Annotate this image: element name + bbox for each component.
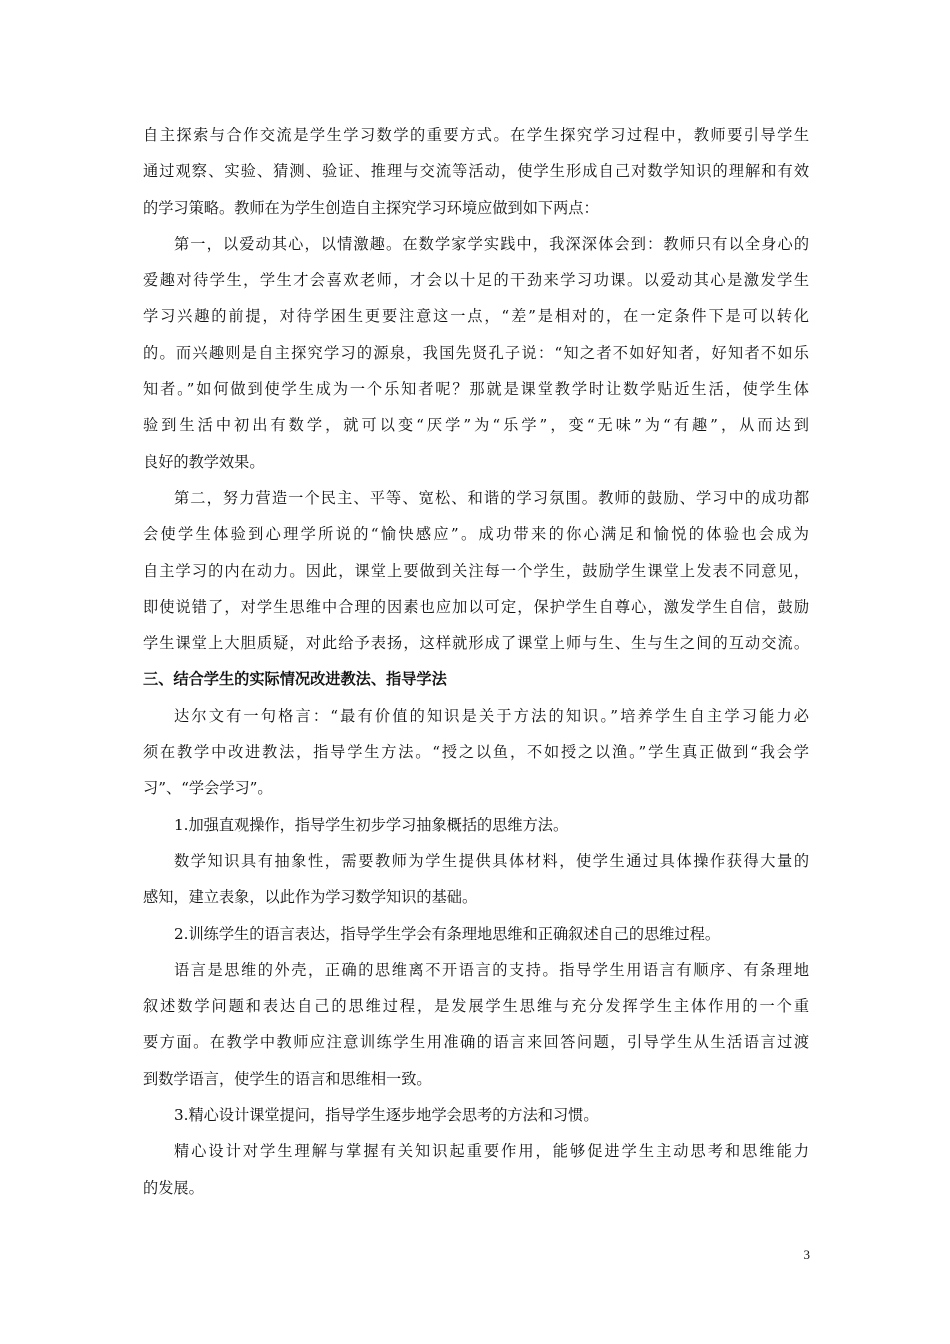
body-line: 精心设计对学生理解与掌握有关知识起重要作用，能够促进学生主动思考和思维能力 [174, 1142, 809, 1161]
body-line: 叙述数学问题和表达自己的思维过程，是发展学生思维与充分发挥学生主体作用的一个重 [143, 997, 809, 1016]
body-line: 会使学生体验到心理学所说的“愉快感应”。成功带来的你心满足和愉悦的体验也会成为 [143, 525, 809, 544]
document-body [143, 117, 809, 1206]
body-line: 自主学习的内在动力。因此，课堂上要做到关注每一个学生，鼓励学生课堂上发表不同意见， [143, 561, 809, 580]
body-line: 语言是思维的外壳，正确的思维离不开语言的支持。指导学生用语言有顺序、有条理地 [174, 960, 809, 979]
numbered-item: 2.训练学生的语言表达，指导学生学会有条理地思维和正确叙述自己的思维过程。 [174, 924, 721, 943]
body-line: 学习兴趣的前提，对待学困生更要注意这一点，“差”是相对的，在一定条件下是可以转化 [143, 307, 809, 326]
body-line: 良好的教学效果。 [143, 452, 265, 471]
body-line: 学生课堂上大胆质疑，对此给予表扬，这样就形成了课堂上师与生、生与生之间的互动交流。 [143, 634, 809, 653]
body-line: 第一，以爱动其心，以情激趣。在数学家学实践中，我深深体会到：教师只有以全身心的 [174, 234, 809, 253]
section-heading: 三、结合学生的实际情况改进教法、指导学法 [143, 670, 447, 689]
body-line: 知者。”如何做到使学生成为一个乐知者呢？那就是课堂教学时让数学贴近生活，使学生体 [143, 380, 809, 399]
body-line: 达尔文有一句格言：“最有价值的知识是关于方法的知识。”培养学生自主学习能力必 [174, 706, 809, 725]
page-number: 3 [803, 1247, 810, 1262]
body-line: 的发展。 [143, 1178, 204, 1197]
body-line: 通过观察、实验、猜测、验证、推理与交流等活动，使学生形成自己对数学知识的理解和有效 [143, 162, 809, 181]
body-line: 的学习策略。教师在为学生创造自主探究学习环境应做到如下两点： [143, 198, 599, 217]
numbered-item: 3.精心设计课堂提问，指导学生逐步地学会思考的方法和习惯。 [174, 1106, 599, 1125]
body-line: 验到生活中初出有数学，就可以变“厌学”为“乐学”，变“无味”为“有趣”，从而达到 [143, 416, 809, 435]
body-line: 到数学语言，使学生的语言和思维相一致。 [143, 1069, 432, 1088]
body-line: 要方面。在教学中教师应注意训练学生用准确的语言来回答问题，引导学生从生活语言过渡 [143, 1033, 809, 1052]
body-line: 即使说错了，对学生思维中合理的因素也应加以可定，保护学生自尊心，激发学生自信，鼓励 [143, 597, 809, 616]
body-line: 感知，建立表象，以此作为学习数学知识的基础。 [143, 888, 478, 907]
body-line: 第二，努力营造一个民主、平等、宽松、和谐的学习氛围。教师的鼓励、学习中的成功都 [174, 488, 809, 507]
body-line: 的。而兴趣则是自主探究学习的源泉，我国先贤孔子说：“知之者不如好知者，好知者不如乐 [143, 343, 809, 362]
body-line: 习”、“学会学习”。 [143, 779, 273, 798]
body-line: 自主探索与合作交流是学生学习数学的重要方式。在学生探究学习过程中，教师要引导学生 [143, 126, 809, 144]
body-line: 须在教学中改进教法，指导学生方法。“授之以鱼，不如授之以渔。”学生真正做到“我会学 [143, 743, 809, 762]
body-line: 爱趣对待学生，学生才会喜欢老师，才会以十足的干劲来学习功课。以爱动其心是激发学生 [143, 271, 809, 290]
body-line: 数学知识具有抽象性，需要教师为学生提供具体材料，使学生通过具体操作获得大量的 [174, 851, 809, 870]
numbered-item: 1.加强直观操作，指导学生初步学习抽象概括的思维方法。 [174, 815, 569, 834]
